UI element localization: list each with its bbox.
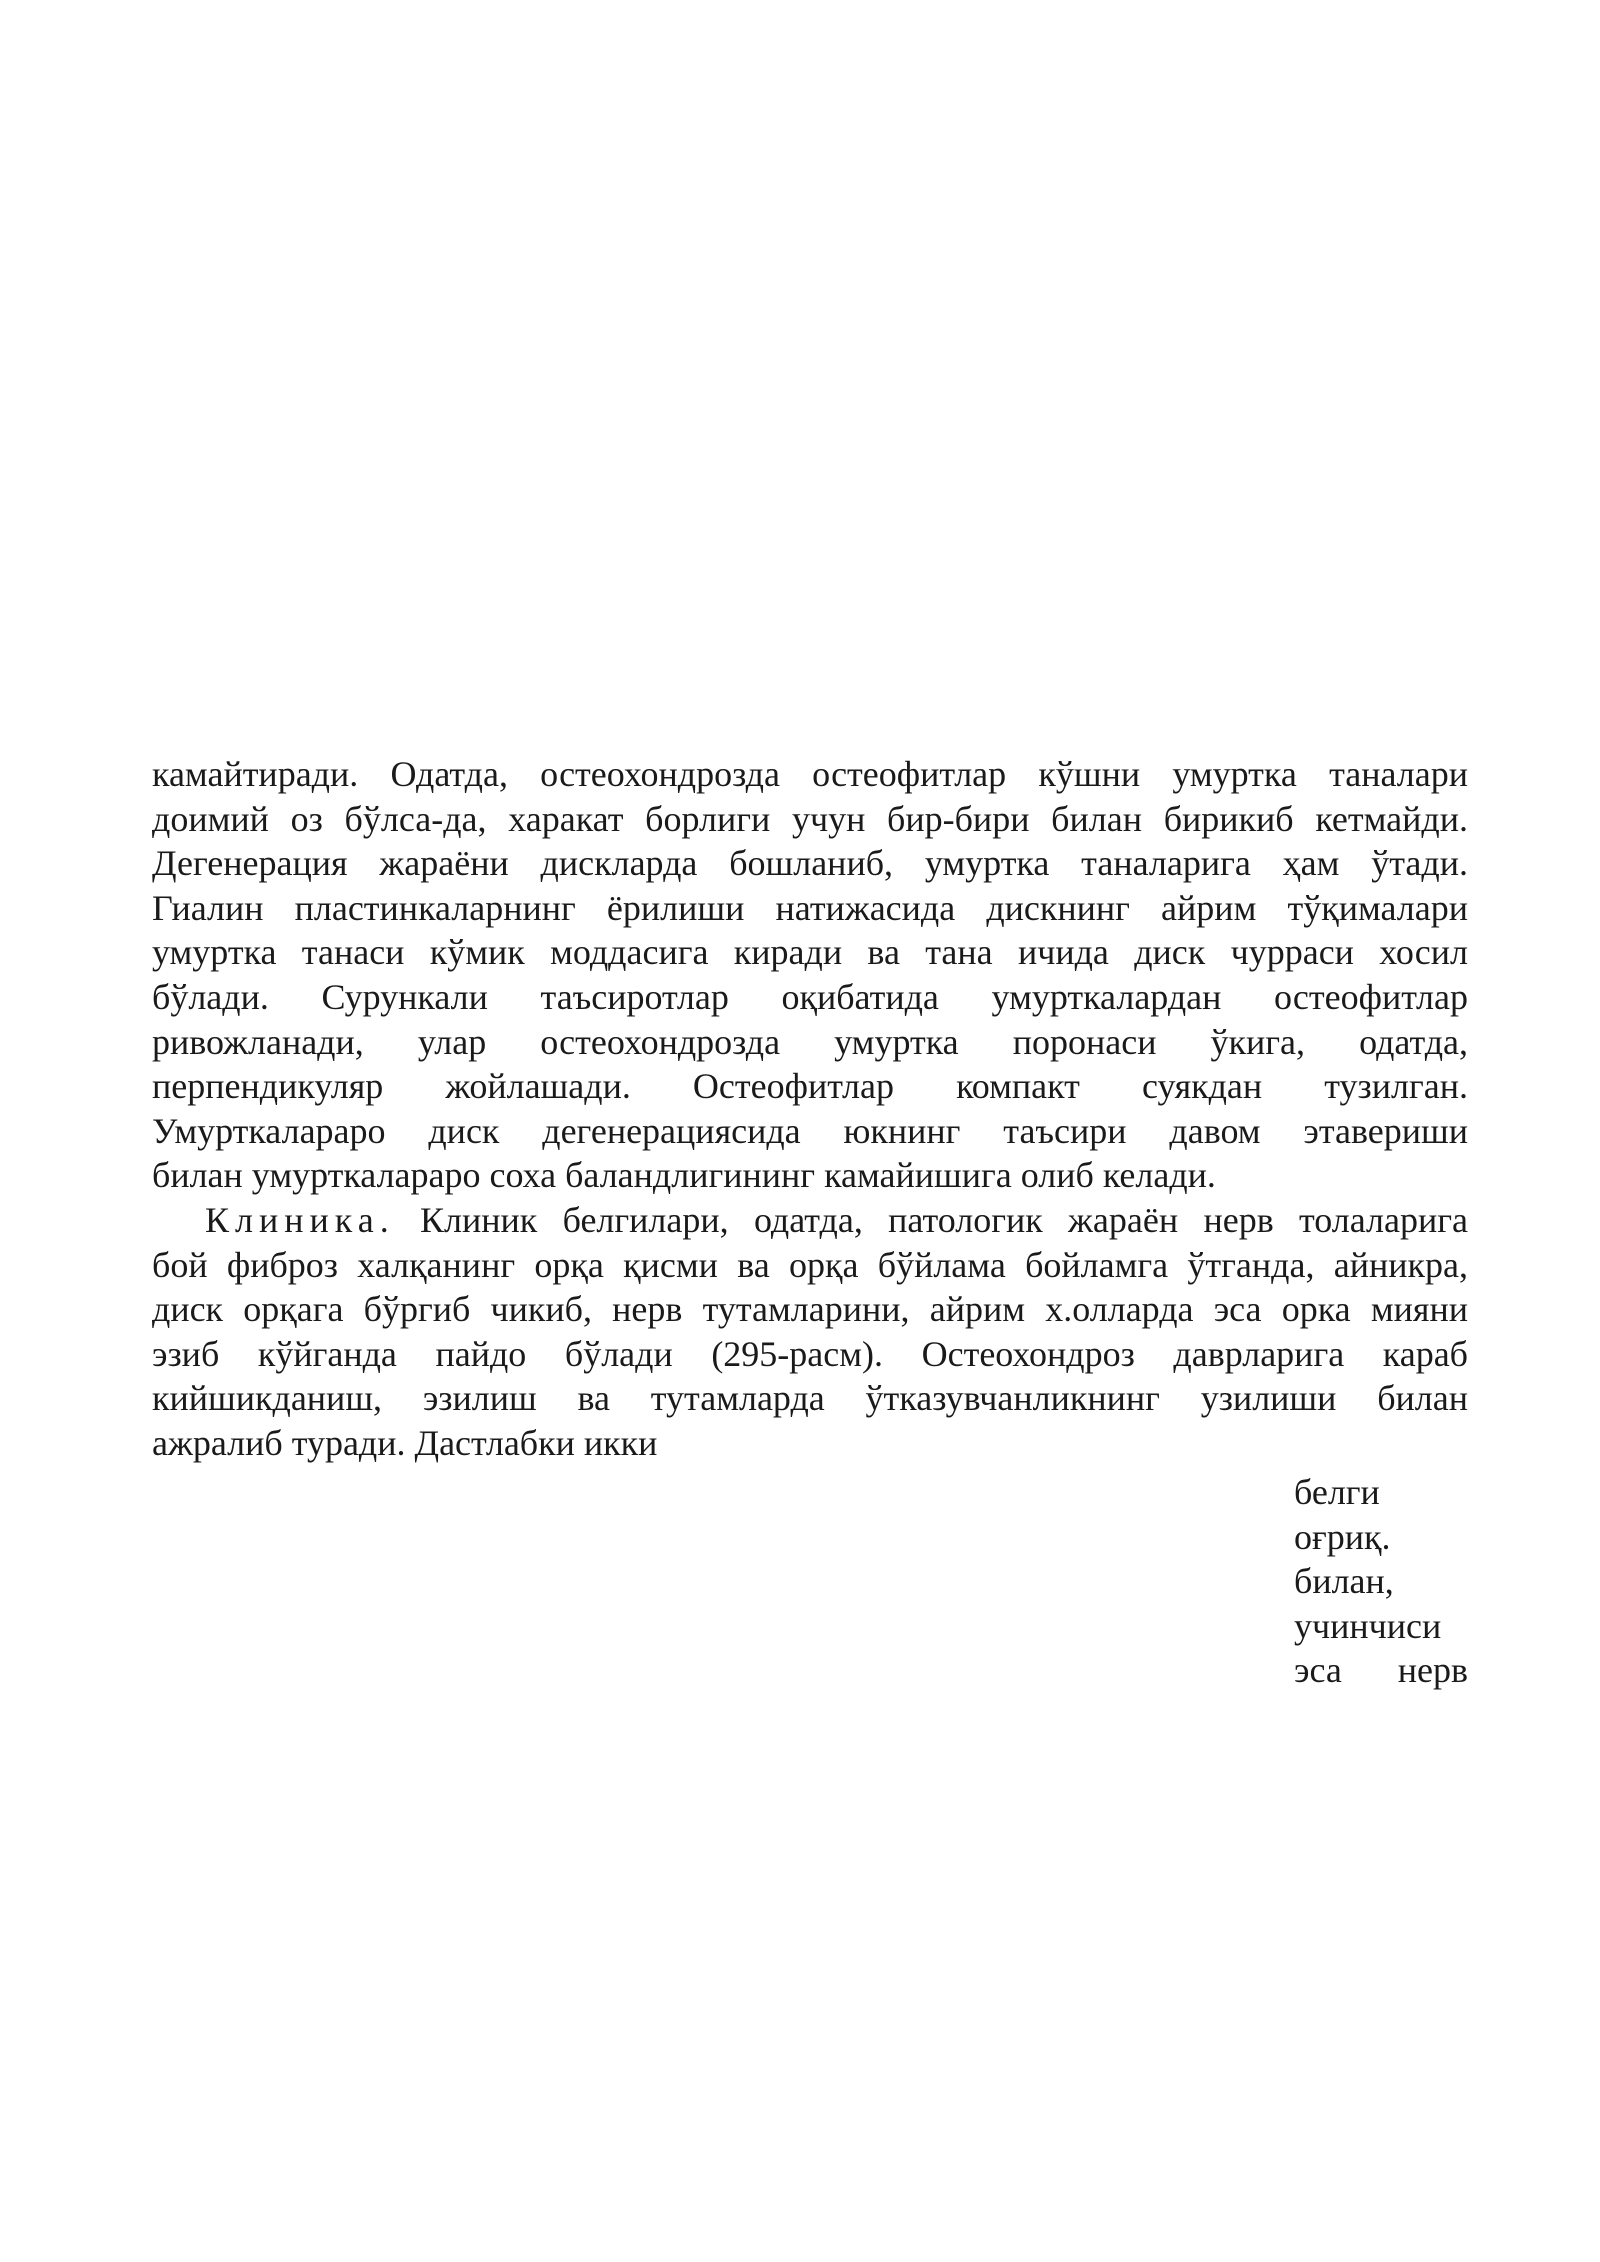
text-line: Гиалин пластинкаларнинг ёрилиши натижасида дискнинг айрим тўқималари bbox=[152, 887, 1468, 928]
text-line: ривожланади, улар остеохондрозда умуртка поронаси ўкига, одатда, bbox=[152, 1021, 1468, 1062]
text-line: доимий оз бўлса-да, харакат борлиги учун бир-бири билан бирикиб кетмайди. bbox=[152, 798, 1468, 839]
text-line: камайтиради. Одатда, остеохондрозда остеофитлар кўшни умуртка таналари bbox=[152, 754, 1468, 794]
paragraph-degeneration bbox=[152, 752, 1468, 1198]
text-line-rest: Клиник белгилари, одатда, патологик жараён нерв толаларига bbox=[420, 1199, 1469, 1240]
text-line: Умурткалараро диск дегенерациясида юкнинг таъсири давом этавериши bbox=[152, 1110, 1468, 1151]
section-heading-clinic: Клиника. bbox=[205, 1199, 395, 1240]
text-line: Дегенерация жараёни дискларда бошланиб, умуртка таналарига ҳам ўтади. bbox=[152, 843, 1468, 884]
text-line: умуртка танаси кўмик моддасига киради ва тана ичида диск чурраси хосил bbox=[152, 932, 1468, 973]
body-text bbox=[152, 752, 1468, 1466]
text-line: бўлади. Сурункали таъсиротлар оқибатида умурткалардан остеофитлар bbox=[152, 976, 1468, 1017]
text-line: ажралиб туради. Дастлабки икки bbox=[152, 1422, 658, 1463]
side-line: белги bbox=[1294, 1472, 1380, 1512]
side-column-text bbox=[1294, 1470, 1468, 1693]
side-line: учинчиси bbox=[1294, 1605, 1442, 1646]
side-line: эса нерв bbox=[1294, 1650, 1468, 1691]
paragraph-clinic bbox=[152, 1198, 1468, 1466]
text-line: перпендикуляр жойлашади. Остеофитлар компакт суякдан тузилган. bbox=[152, 1066, 1468, 1107]
text-line: диск орқага бўргиб чикиб, нерв тутамларини, айрим х.олларда эса орка мияни bbox=[152, 1289, 1468, 1330]
text-line: бой фиброз халқанинг орқа қисми ва орқа бўйлама бойламга ўтганда, айникра, bbox=[152, 1244, 1468, 1285]
side-line: билан, bbox=[1294, 1561, 1394, 1602]
text-line: эзиб кўйганда пайдо бўлади (295-расм). Остеохондроз даврларига караб bbox=[152, 1333, 1468, 1374]
text-line: кийшикданиш, эзилиш ва тутамларда ўтказувчанликнинг узилиши билан bbox=[152, 1378, 1468, 1419]
text-line: билан умурткалараро соха баландлигининг камайишига олиб келади. bbox=[152, 1155, 1216, 1196]
side-line: оғриқ. bbox=[1294, 1516, 1391, 1557]
text-line-first bbox=[152, 1198, 1468, 1243]
